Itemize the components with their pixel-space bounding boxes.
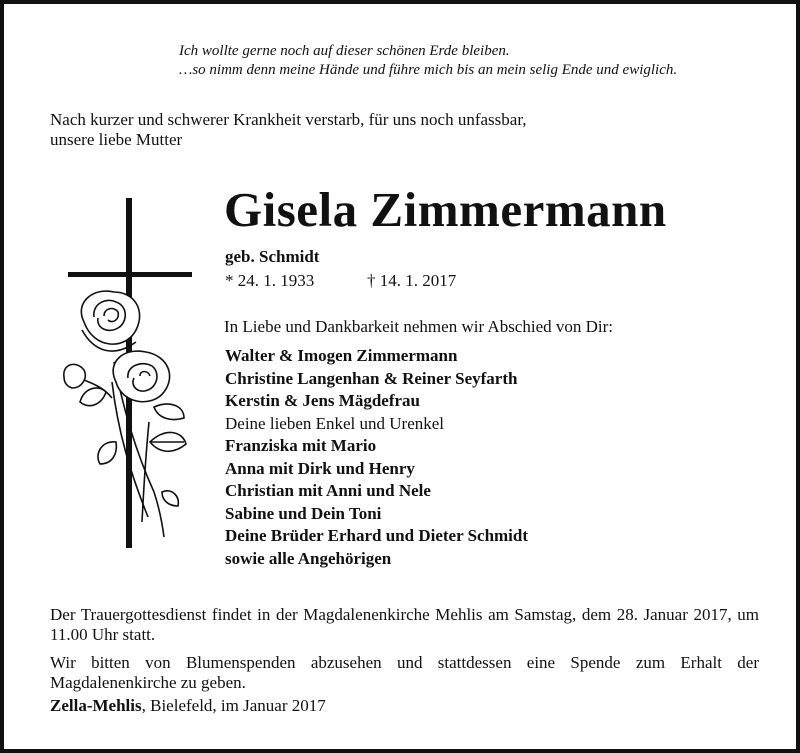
mourner-line: Walter & Imogen Zimmermann (225, 346, 458, 365)
motto-verse (179, 42, 677, 80)
born-name: geb. Schmidt (225, 247, 320, 266)
mourner-line: Deine Brüder Erhard und Dieter Schmidt (225, 526, 529, 545)
deceased-name: Gisela Zimmermann (224, 182, 667, 237)
cross-with-roses-icon (54, 192, 199, 552)
mourner-line: Christine Langenhan & Reiner Seyfarth (225, 368, 518, 388)
place-town: Zella-Mehlis (50, 696, 142, 715)
mourner-line: Sabine und Dein Toni (225, 503, 382, 523)
death-date: † 14. 1. 2017 (367, 271, 457, 290)
intro-line-2: unsere liebe Mutter (50, 130, 183, 149)
mourner-line: Kerstin & Jens Mägdefrau (225, 391, 421, 410)
motto-line-2: …so nimm denn meine Hände und führe mich bis an mein selig Ende und ewiglich. (179, 62, 678, 78)
place-and-date (50, 696, 326, 716)
farewell-text: In Liebe und Dankbarkeit nehmen wir Abschied von Dir: (224, 317, 614, 336)
motto-line-1: Ich wollte gerne noch auf dieser schönen Erde bleiben. (179, 43, 510, 59)
place-rest: , Bielefeld, im Januar 2017 (141, 696, 326, 715)
life-dates (225, 270, 456, 292)
service-info (50, 605, 759, 701)
intro-text (50, 110, 770, 150)
mourner-line: Franziska mit Mario (225, 436, 377, 455)
mourner-line: sowie alle Angehörigen (225, 548, 392, 568)
birth-date: * 24. 1. 1933 (225, 271, 315, 290)
service-paragraph-2: Wir bitten von Blumenspenden abzusehen und stattdessen eine Spende zum Erhalt der Magdalenenkirche zu geben. (50, 653, 759, 692)
service-paragraph-1: Der Trauergottesdienst findet in der Magdalenenkirche Mehlis am Samstag, dem 28. Januar 2017, um 11.00 Uhr statt. (50, 605, 759, 644)
mourner-line: Anna mit Dirk und Henry (225, 458, 415, 478)
intro-line-1: Nach kurzer und schwerer Krankheit verstarb, für uns noch unfassbar, (50, 110, 527, 129)
mourner-line: Christian mit Anni und Nele (225, 481, 431, 500)
mourners-list (225, 345, 528, 570)
mourner-line: Deine lieben Enkel und Urenkel (225, 413, 445, 433)
